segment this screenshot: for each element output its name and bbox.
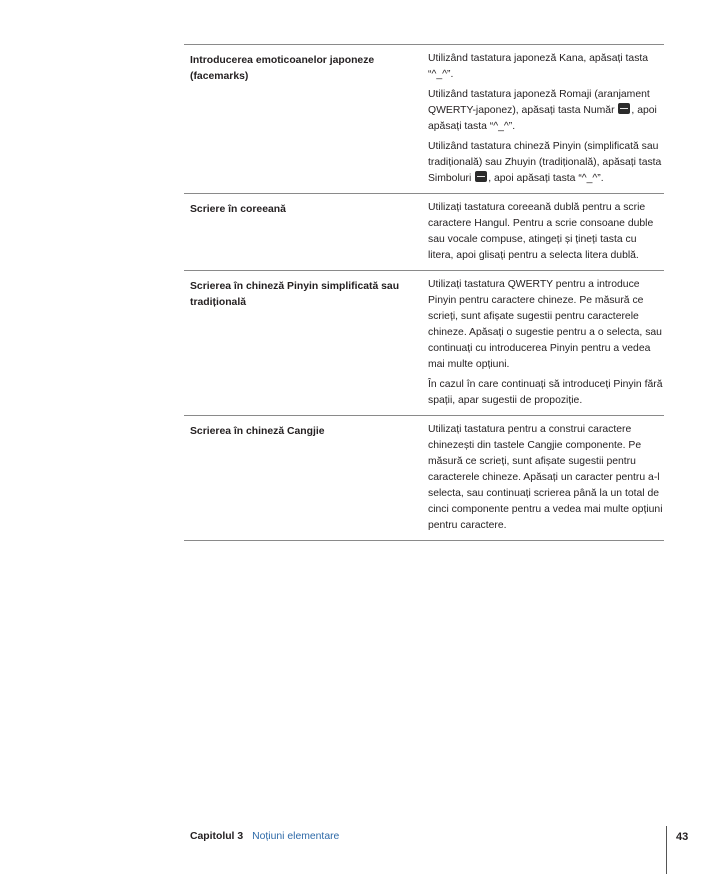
description-paragraph	[428, 51, 664, 83]
instructions-table	[184, 44, 664, 541]
row-description	[428, 416, 664, 540]
table-row	[184, 193, 664, 270]
description-paragraph: Utilizați tastatura pentru a construi caractere chinezești din tastele Cangjie componente. Pe măsură ce scrieți, sunt afișate sugestii pentru caracterele chineze. Apăsați un caracter pentru a-l selecta, sau continuați scrierea până la un total de cinci componente pentru a vedea mai multe opțiuni pentru caractere.	[428, 424, 663, 531]
row-label: Scrierea în chineză Pinyin simplificată sau tradițională	[190, 281, 400, 308]
description-paragraph	[428, 87, 664, 135]
page-footer	[190, 829, 339, 845]
footer-divider	[666, 826, 667, 874]
table-row	[184, 415, 664, 541]
row-description	[428, 45, 664, 193]
row-description	[428, 271, 664, 415]
description-paragraph: Utilizați tastatura QWERTY pentru a introduce Pinyin pentru caractere chineze. Pe măsură ce scrieți, sunt afișate sugestii pentru caracterele chineze. Apăsați o sugestie pentru a o selecta, sau continuați cu introducerea Pinyin pentru a vedea mai multe opțiuni.	[428, 279, 662, 370]
description-paragraph: În cazul în care continuați să introduceți Pinyin fără spații, apar sugestii de propoziție.	[428, 379, 663, 406]
description-paragraph: Utilizați tastatura coreeană dublă pentru a scrie caractere Hangul. Pentru a scrie consoane duble sau vocale compuse, atingeți și țineți tasta cu litera, apoi glisați pentru a selecta litera dublă.	[428, 202, 654, 261]
chapter-title-link[interactable]: Noțiuni elementare	[252, 831, 340, 842]
row-label: Introducerea emoticoanelor japoneze (facemarks)	[190, 55, 375, 82]
row-description	[428, 194, 664, 270]
paragraph-text: , apoi apăsați tasta “^_^”.	[488, 173, 604, 184]
table-row	[184, 44, 664, 193]
table-row	[184, 270, 664, 415]
number-key-icon	[618, 103, 630, 114]
description-paragraph	[428, 139, 664, 187]
row-label: Scriere în coreeană	[190, 204, 286, 215]
paragraph-text: Utilizând tastatura japoneză Kana, apăsați tasta “^_^”.	[428, 53, 649, 80]
paragraph-text: Utilizând tastatura japoneză Romaji (aranjament QWERTY-japonez), apăsați tasta Număr	[428, 89, 650, 116]
paragraph-text: Utilizând tastatura chineză Pinyin (simplificată sau tradițională) sau Zhuyin (tradițională), apăsați tasta Simboluri	[428, 141, 662, 184]
page-number: 43	[676, 831, 689, 843]
chapter-label: Capitolul 3	[190, 831, 244, 842]
symbols-key-icon	[475, 171, 487, 182]
paragraph-text: , apoi apăsați tasta “^_^”.	[428, 105, 657, 132]
row-label: Scrierea în chineză Cangjie	[190, 426, 325, 437]
